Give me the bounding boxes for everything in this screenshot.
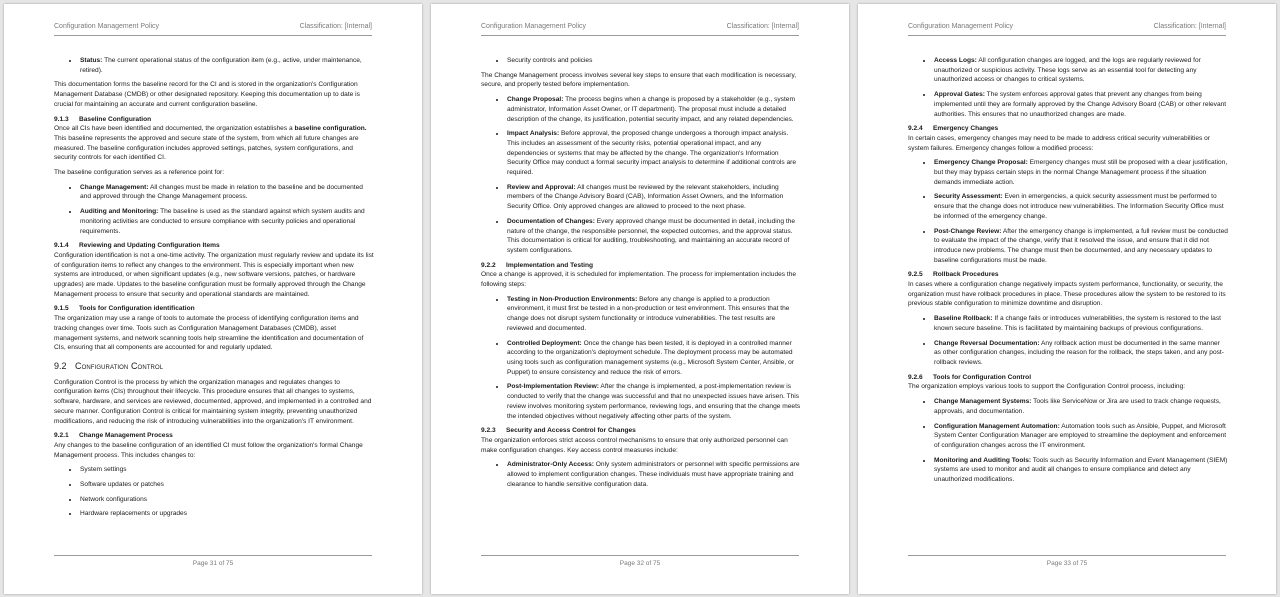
list-item — [933, 456, 1228, 485]
page-body — [481, 56, 801, 494]
paragraph: In certain cases, emergency changes may need to be made to address critical security vulnerabilities or system failures. Emergency changes follow a modified process: — [908, 134, 1210, 152]
section-heading — [908, 270, 1228, 280]
list-item — [933, 56, 1228, 85]
bullet-label: Change Reversal Documentation: — [934, 339, 1040, 347]
section-heading — [908, 373, 1228, 383]
section-heading — [481, 261, 801, 271]
paragraph: Configuration Control is the process by which the organization manages and regulates changes to configuration items (CIs) throughout their lifecycle. This procedure ensures that all changes to systems, software, hardware, and services are reviewed, documented, approved, and implemented in a controlled and secure manner. Configuration Control is critical for maintaining system integrity, preventing unauthorized modifications, and reducing the risk of introducing vulnerabilities into the organization's IT environment. — [54, 378, 372, 425]
section-number: 9.2.3 — [481, 427, 496, 435]
paragraph: Configuration identification is not a one-time activity. The organization must regularly review and update its list of configuration items to reflect any changes to the environment. This is especially important when new systems are introduced, or when significant updates (e.g., new software versions, patches, or hardware upgrades) are made. Updates to the baseline configuration must be formally approved through the Change Management process to ensure that security and operational standards are maintained. — [54, 251, 374, 298]
section-number: 9.1.4 — [54, 242, 69, 250]
list-item — [79, 183, 374, 202]
list-item: • System settings — [79, 465, 374, 475]
section-heading — [54, 304, 374, 314]
list-item — [506, 460, 801, 489]
list-item: • Network configurations — [79, 495, 374, 505]
bullet-text: Before approval, the proposed change undergoes a thorough impact analysis. This includes an assessment of the security risks, potential operational impact, and any dependencies or systems that may be affected by the change. The organization's Information Security Office may conduct a formal security impact analysis to determine if additional controls are required. — [507, 130, 797, 177]
section-title: Configuration Control — [75, 360, 164, 371]
bullet-text: The system enforces approval gates that prevent any changes from being implemented until they are formally approved by the Change Advisory Board (CAB) or other relevant authorities. This ensures that no unauthorized changes are made. — [934, 91, 1227, 118]
bullet-label: Documentation of Changes: — [507, 217, 595, 225]
bullet-text: All changes must be reviewed by the relevant stakeholders, including members of the Change Advisory Board (CAB), Information Asset Owners, and the Information Security Office. Only approved changes are allowed to proceed to the next phase. — [507, 183, 784, 211]
list-item — [506, 95, 801, 124]
page-footer: Page 33 of 75 — [908, 555, 1226, 567]
paragraph: The organization may use a range of tools to automate the process of identifying configuration items and tracking changes over time. Tools such as Configuration Management Databases (CMDB), asset management systems, and network scanning tools help streamline the identification and documentation of CIs, ensuring that all components are accounted for and regularly updated. — [54, 315, 364, 352]
paragraph — [54, 124, 374, 163]
section-number: 9.2.5 — [908, 271, 923, 279]
bullet-text: Even in emergencies, a quick security assessment must be performed to ensure that the change does not introduce new vulnerabilities. The Information Security Office must be informed of the emergency change. — [934, 193, 1224, 220]
bullet-text: Every approved change must be documented in detail, including the nature of the change, the responsible personnel, the expected outcomes, and the approval status. This documentation is critical for auditing, troubleshooting, and maintaining an accurate record of system configurations. — [507, 217, 796, 254]
section-heading — [54, 115, 374, 125]
document-page-33 — [858, 4, 1276, 594]
section-heading — [54, 241, 374, 251]
bullet-label: Controlled Deployment: — [507, 339, 582, 347]
header-title: Configuration Management Policy — [54, 23, 160, 30]
section-title: Security and Access Control for Changes — [506, 427, 636, 435]
section-number: 9.1.5 — [54, 305, 69, 313]
section-title: Rollback Procedures — [933, 271, 999, 279]
bullet-label: Post-Change Review: — [934, 227, 1002, 235]
section-number: 9.2 — [54, 360, 67, 371]
bullet-text: Tools such as Security Information and Event Management (SIEM) systems are used to monitor and audit all changes to ensure compliance and detect any unauthorized modifications. — [934, 456, 1228, 484]
header-title: Configuration Management Policy — [481, 23, 587, 30]
page-body — [908, 56, 1228, 490]
list-item — [933, 192, 1228, 221]
bullet-label: Review and Approval: — [507, 183, 576, 191]
document-page-32 — [431, 4, 849, 594]
bullet-label: Approval Gates: — [934, 91, 985, 99]
list-item: • Hardware replacements or upgrades — [79, 509, 374, 519]
list-item — [79, 56, 374, 75]
section-title: Baseline Configuration — [79, 115, 152, 123]
bullet-text: Automation tools such as Ansible, Puppet, and Microsoft System Center Configuration Manager are employed to streamline the deployment and enforcement of configuration changes across the IT environment. — [934, 422, 1227, 449]
page-header — [481, 23, 799, 36]
section-heading — [54, 431, 374, 441]
section-number: 9.2.1 — [54, 432, 69, 440]
list-item — [79, 207, 374, 236]
header-classification: Classification: [Internal] — [726, 23, 799, 30]
section-title: Change Management Process — [79, 432, 173, 440]
bullet-text: All configuration changes are logged, and the logs are regularly reviewed for unauthorized or suspicious activity. These logs serve as an essential tool for detecting any unauthorized access or changes to critical systems. — [934, 57, 1201, 84]
list-item — [506, 183, 801, 212]
bullet-label: Change Management: — [80, 183, 149, 191]
bullet-label: Monitoring and Auditing Tools: — [934, 456, 1032, 464]
list-item — [933, 339, 1228, 368]
bullet-text: The baseline is used as the standard against which system audits and monitoring activities are conducted to ensure compliance with security policies and operational requirements. — [80, 208, 365, 235]
chapter-heading — [54, 362, 374, 372]
list-item — [933, 227, 1228, 266]
page-header — [908, 23, 1226, 36]
bullet-text: Any rollback action must be documented in the same manner as other configuration changes, including the reason for the rollback, the steps taken, and any post-rollback reviews. — [934, 339, 1224, 366]
bullet-label: Impact Analysis: — [507, 130, 560, 138]
bullet-label: Security Assessment: — [934, 193, 1003, 201]
paragraph: The baseline configuration serves as a reference point for: — [54, 169, 225, 177]
list-item — [506, 382, 801, 421]
page-footer: Page 32 of 75 — [481, 555, 799, 567]
list-item — [506, 295, 801, 334]
bullet-text: All changes must be made in relation to the baseline and be documented and approved through the Change Management process. — [80, 183, 363, 201]
page-footer: Page 31 of 75 — [54, 555, 372, 567]
bullet-label: Access Logs: — [934, 57, 977, 64]
list-item — [933, 158, 1228, 187]
bullet-label: Status: — [80, 57, 103, 64]
section-number: 9.1.3 — [54, 115, 69, 123]
bullet-text: After the change is implemented, a post-implementation review is conducted to verify that the change was successful and that no unexpected issues have arisen. This review involves monitoring system performance, reviewing logs, and ensuring that the change meets the intended objectives without negatively affecting other parts of the system. — [507, 383, 801, 420]
bullet-label: Change Proposal: — [507, 96, 564, 104]
paragraph: Any changes to the baseline configuration of an identified CI must follow the organization's formal Change Management process. This includes changes to: — [54, 441, 363, 459]
bullet-text: Tools like ServiceNow or Jira are used to track change requests, approvals, and documentation. — [934, 398, 1221, 415]
paragraph: In cases where a configuration change negatively impacts system performance, functionality, or security, the organization must have rollback procedures in place. These procedures allow the system to be restored to its previous stable configuration to minimize downtime and disruption. — [908, 281, 1226, 308]
paragraph-bold-term: baseline configuration. — [294, 125, 367, 133]
list-item: • Security controls and policies — [506, 56, 801, 66]
section-title: Tools for Configuration identification — [79, 305, 195, 313]
bullet-label: Emergency Change Proposal: — [934, 159, 1028, 167]
list-item — [933, 422, 1228, 451]
list-item — [933, 397, 1228, 416]
bullet-label: Auditing and Monitoring: — [80, 208, 159, 216]
section-heading — [481, 426, 801, 436]
page-body — [54, 56, 374, 524]
bullet-label: Baseline Rollback: — [934, 315, 993, 323]
section-title: Tools for Configuration Control — [933, 373, 1032, 381]
section-number: 9.2.4 — [908, 125, 923, 133]
bullet-label: Testing in Non-Production Environments: — [507, 295, 638, 303]
bullet-text: Before any change is applied to a production environment, it must first be tested in a non-production or test environment. This ensures that the change does not disrupt system functionality or introduce vulnerabilities. The test results are reviewed and documented. — [507, 295, 790, 332]
paragraph: This documentation forms the baseline record for the CI and is stored in the organization's Configuration Management Database (CMDB) or other designated repository. Keeping this documentation up to date is crucial for maintaining an accurate and current configuration baseline. — [54, 81, 360, 108]
list-item — [506, 339, 801, 378]
bullet-label: Administrator-Only Access: — [507, 461, 594, 469]
header-title: Configuration Management Policy — [908, 23, 1014, 30]
bullet-label: Configuration Management Automation: — [934, 422, 1060, 430]
section-heading — [908, 124, 1228, 134]
paragraph-text: Once all CIs have been identified and documented, the organization establishes a — [54, 125, 295, 133]
list-item — [506, 217, 801, 256]
paragraph: The organization employs various tools to support the Configuration Control process, including: — [908, 383, 1186, 391]
page-header — [54, 23, 372, 36]
header-classification: Classification: [Internal] — [1153, 23, 1226, 30]
list-item — [933, 90, 1228, 119]
bullet-text: After the emergency change is implemented, a full review must be conducted to evaluate the impact of the change, verify that it resolved the issue, and ensure that it did not introduce new problems. The change must then be documented, and any necessary updates to baseline configurations must be made. — [934, 227, 1228, 264]
paragraph-text: This baseline represents the approved and secure state of the system, from which all future changes are measured. The baseline configuration includes approved settings, patches, system configurations, and security controls for each identified CI. — [54, 134, 359, 162]
section-title: Reviewing and Updating Configuration Items — [79, 242, 220, 250]
header-classification: Classification: [Internal] — [299, 23, 372, 30]
list-item: • Software updates or patches — [79, 480, 374, 490]
list-item — [933, 314, 1228, 333]
paragraph: Once a change is approved, it is scheduled for implementation. The process for implementation includes the following steps: — [481, 271, 797, 289]
bullet-text: If a change fails or introduces vulnerabilities, the system is restored to the last known secure baseline. This is facilitated by maintaining backups of previous configurations. — [934, 315, 1221, 332]
bullet-label: Change Management Systems: — [934, 398, 1032, 406]
bullet-text: Only system administrators or personnel with specific permissions are allowed to implement configuration changes. These individuals must have appropriate training and clearance to handle sensitive configuration data. — [507, 461, 800, 488]
bullet-label: Post-Implementation Review: — [507, 383, 599, 391]
section-title: Emergency Changes — [933, 125, 999, 133]
bullet-text: Once the change has been tested, it is deployed in a controlled manner according to the organization's deployment schedule. The deployment process may be automated using tools such as configuration management systems (e.g., Microsoft System Center, Ansible, or Puppet) to ensure consistency and reduce the risk of errors. — [507, 339, 794, 376]
list-item — [506, 129, 801, 178]
document-page-31 — [4, 4, 422, 594]
paragraph: The Change Management process involves several key steps to ensure that each modification is necessary, secure, and properly tested before implementation. — [481, 71, 797, 89]
section-number: 9.2.6 — [908, 373, 923, 381]
section-title: Implementation and Testing — [506, 261, 594, 269]
bullet-text: The process begins when a change is proposed by a stakeholder (e.g., system administrator, Information Asset Owner, or IT department). The proposal must include a detailed description of the change, its justification, potential security impact, and any related dependencies. — [507, 96, 795, 123]
bullet-text: Emergency changes must still be proposed with a clear justification, but they may bypass certain steps in the normal Change Management process if the situation demands immediate action. — [934, 159, 1228, 186]
bullet-text: The current operational status of the configuration item (e.g., active, under maintenance, retired). — [80, 57, 362, 74]
section-number: 9.2.2 — [481, 261, 496, 269]
paragraph: The organization enforces strict access control mechanisms to ensure that only authorized personnel can make configuration changes. Key access control measures include: — [481, 436, 788, 454]
